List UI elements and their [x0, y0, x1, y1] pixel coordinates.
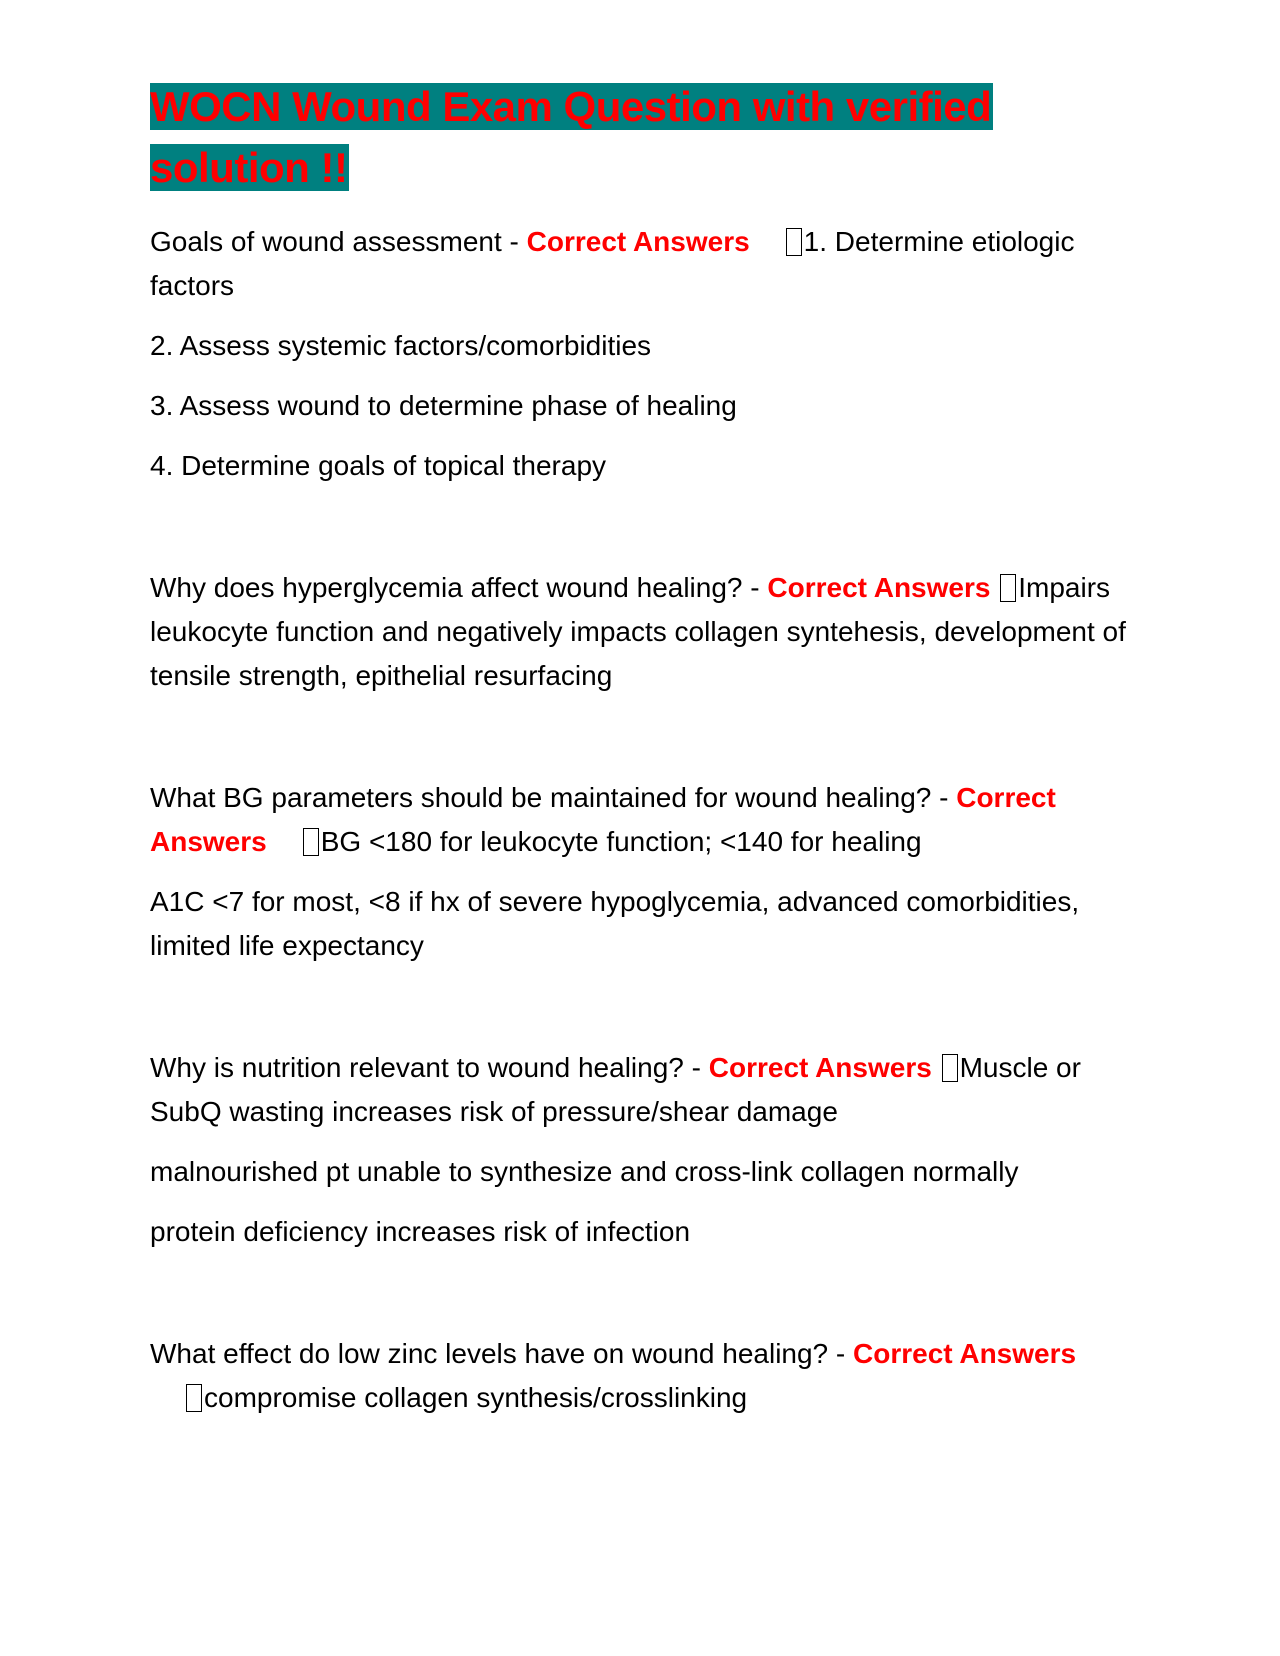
answer-text: 1. Determine etiologic factors: [150, 226, 1075, 301]
document-page: [150, 76, 1130, 1420]
missing-glyph-icon: [786, 228, 802, 256]
document-title: [150, 76, 1130, 198]
answer-line: 4. Determine goals of topical therapy: [150, 450, 607, 481]
missing-glyph-icon: [303, 828, 319, 856]
qa-item-5: [150, 1332, 1130, 1420]
answer-text: BG <180 for leukocyte function; <140 for healing: [320, 826, 922, 857]
correct-answers-label: Correct Answers: [150, 782, 1056, 857]
qa-2-first-line: [150, 566, 1130, 698]
correct-answers-label: Correct Answers: [767, 572, 991, 603]
answer-text: Impairs leukocyte function and negatively impacts collagen syntehesis, development of tensile strength, epithelial resurfacing: [150, 572, 1126, 691]
correct-answers-label: Correct Answers: [853, 1338, 1077, 1369]
question-text: Goals of wound assessment -: [150, 226, 527, 257]
answer-text: compromise collagen synthesis/crosslinking: [204, 1382, 748, 1413]
answer-line: malnourished pt unable to synthesize and cross-link collagen normally: [150, 1156, 1019, 1187]
answer-line: protein deficiency increases risk of infection: [150, 1216, 691, 1247]
qa-item-4: [150, 1046, 1130, 1254]
missing-glyph-icon: [942, 1054, 958, 1082]
answer-text: Muscle or SubQ wasting increases risk of pressure/shear damage: [150, 1052, 1081, 1127]
qa-4-first-line: [150, 1046, 1130, 1134]
question-text: Why is nutrition relevant to wound healing? -: [150, 1052, 709, 1083]
question-text: What effect do low zinc levels have on wound healing? -: [150, 1338, 854, 1369]
missing-glyph-icon: [1000, 574, 1016, 602]
answer-line: A1C <7 for most, <8 if hx of severe hypoglycemia, advanced comorbidities, limited life expectancy: [150, 886, 1080, 961]
missing-glyph-icon: [186, 1384, 202, 1412]
qa-1-first-line: [150, 220, 1130, 308]
correct-answers-label: Correct Answers: [708, 1052, 932, 1083]
qa-item-2: [150, 566, 1130, 698]
question-text: Why does hyperglycemia affect wound healing? -: [150, 572, 768, 603]
answer-line: 2. Assess systemic factors/comorbidities: [150, 330, 652, 361]
qa-item-3: [150, 776, 1130, 968]
qa-item-1: [150, 220, 1130, 488]
question-text: What BG parameters should be maintained for wound healing? -: [150, 782, 957, 813]
qa-3-first-line: [150, 776, 1130, 864]
answer-line: 3. Assess wound to determine phase of healing: [150, 390, 737, 421]
document-title-text: WOCN Wound Exam Question with verified solution !!: [150, 83, 992, 191]
qa-5-first-line: [150, 1332, 1130, 1420]
correct-answers-label: Correct Answers: [526, 226, 750, 257]
